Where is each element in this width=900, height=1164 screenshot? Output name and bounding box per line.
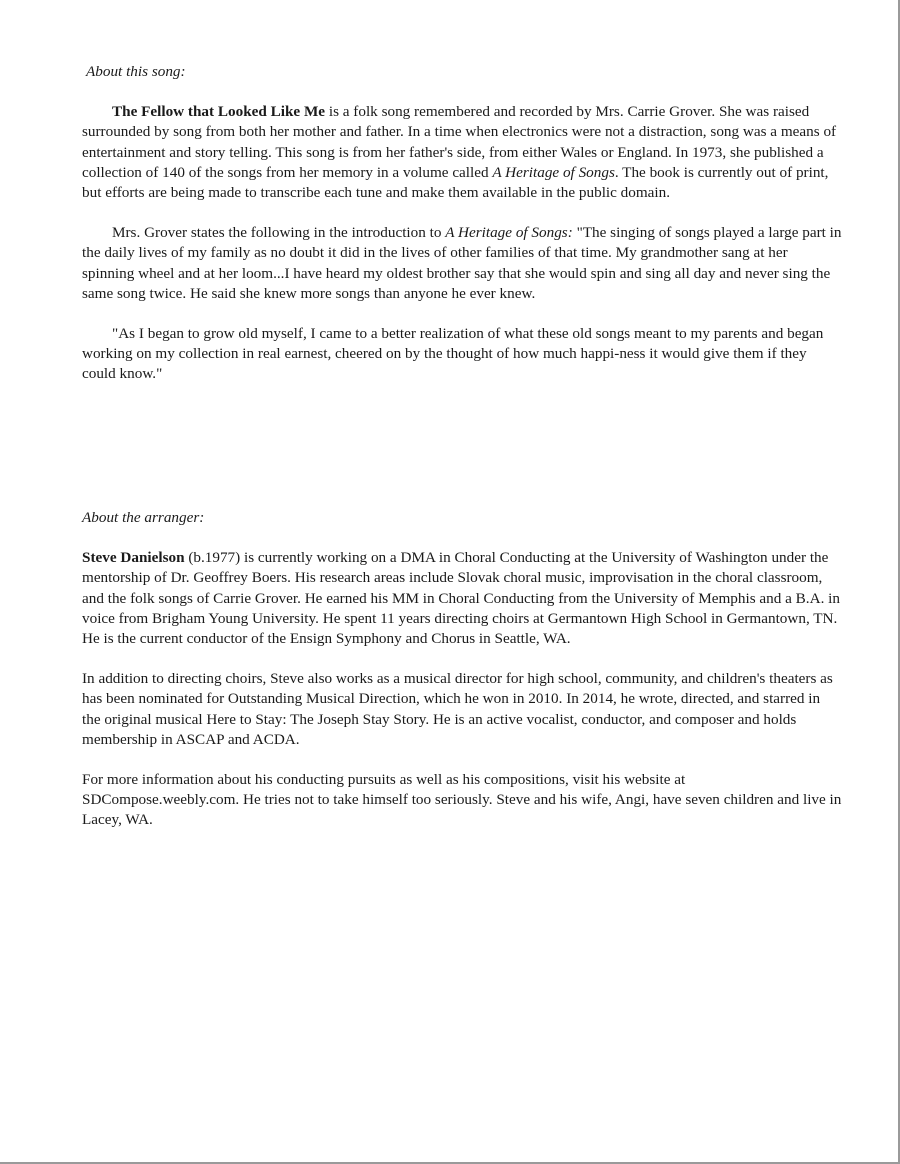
- arranger-name: Steve Danielson: [82, 549, 185, 567]
- song-paragraph-2-text-a: Mrs. Grover states the following in the introduction to: [112, 224, 446, 242]
- song-paragraph-1: [82, 102, 842, 203]
- song-paragraph-3: "As I began to grow old myself, I came to a better realization of what these old songs meant to my parents and began working on my collection in real earnest, cheered on by the thought of how much happi-ness it would give them if they could know.": [82, 325, 824, 383]
- arranger-paragraph-1-text: (b.1977) is currently working on a DMA in Choral Conducting at the University of Washington under the mentorship of Dr. Geoffrey Boers. His research areas include Slovak choral music, improvisation in the choral classroom, and the folk songs of Carrie Grover. He earned his MM in Choral Conducting from the University of Memphis and a B.A. in voice from Brigham Young University. He spent 11 years directing choirs at Germantown High School in Germantown, TN. He is the current conductor of the Ensign Symphony and Chorus in Seattle, WA.: [82, 549, 840, 648]
- about-song-heading: About this song:: [86, 63, 186, 80]
- arranger-paragraph-3: For more information about his conducting pursuits as well as his compositions, visit his website at SDCompose.weebly.com. He tries not to take himself too seriously. Steve and his wife, Angi, have seven children and live in Lacey, WA.: [82, 771, 842, 829]
- book-title: A Heritage of Songs: [492, 163, 615, 181]
- song-paragraph-2: [82, 223, 842, 304]
- arranger-paragraph-1: [82, 548, 842, 649]
- about-song-section: [82, 62, 842, 405]
- book-title-2: A Heritage of Songs:: [445, 224, 573, 242]
- about-arranger-section: [82, 508, 842, 851]
- song-paragraph-2-text-b: "The singing of songs played a large part in the daily lives of my family as no doubt it did in the lives of other families of that time. My grandmother sang at her spinning wheel and at her loom...I have heard my oldest brother say that she would spin and sing all day and never sing the same song twice. He said she knew more songs than anyone he ever knew.: [82, 224, 842, 302]
- song-paragraph-1-text-b: . The book is currently out of print, but efforts are being made to transcribe each tune and make them available in the public domain.: [82, 163, 829, 202]
- song-title: The Fellow that Looked Like Me: [112, 103, 326, 121]
- about-arranger-heading: About the arranger:: [82, 509, 205, 526]
- arranger-paragraph-2: In addition to directing choirs, Steve also works as a musical director for high school, community, and children's theaters as has been nominated for Outstanding Musical Direction, which he won in 2010. In 2014, he wrote, directed, and starred in the original musical Here to Stay: The Joseph Stay Story. He is an active vocalist, conductor, and composer and holds membership in ASCAP and ACDA.: [82, 670, 833, 748]
- song-paragraph-1-text-a: is a folk song remembered and recorded by Mrs. Carrie Grover. She was raised surrounded by song from both her mother and father. In a time when electronics were not a distraction, song was a means of entertainment and story telling. This song is from her father's side, from either Wales or England. In 1973, she published a collection of 140 of the songs from her memory in a volume called: [82, 103, 837, 181]
